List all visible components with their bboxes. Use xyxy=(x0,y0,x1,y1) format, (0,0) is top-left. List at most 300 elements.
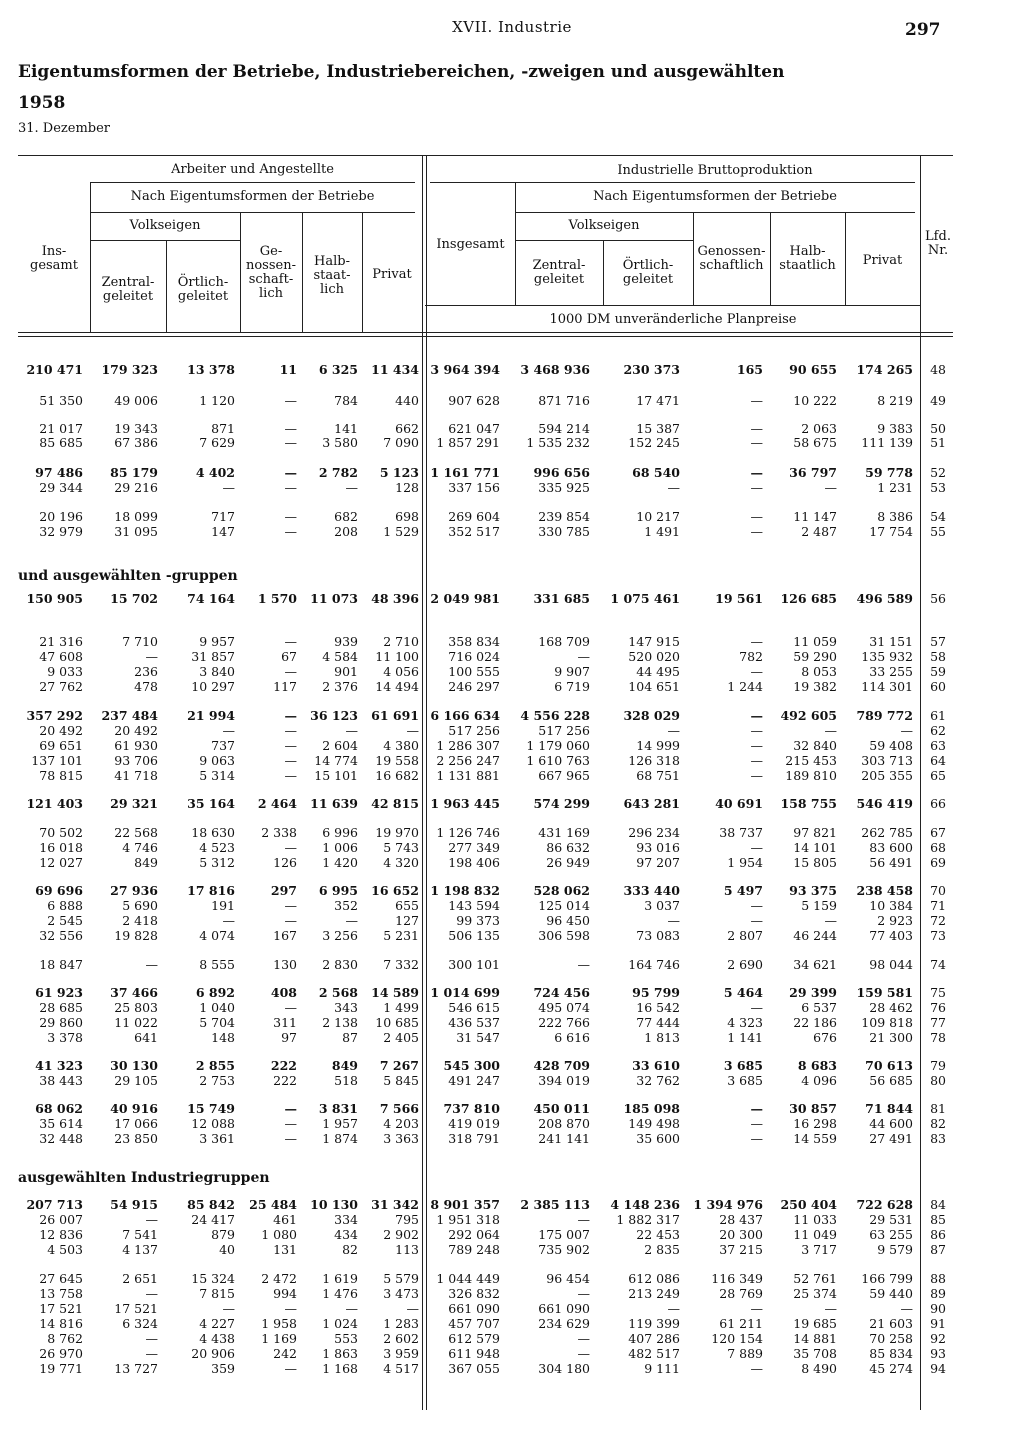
table-cell: 34 621 xyxy=(793,957,837,972)
row-number: 72 xyxy=(930,913,946,928)
table-cell: 4 137 xyxy=(122,1242,158,1257)
table-cell: 9 383 xyxy=(877,421,913,436)
table-cell: 661 090 xyxy=(448,1301,500,1316)
table-cell: 7 889 xyxy=(727,1346,763,1361)
table-cell: 158 755 xyxy=(780,796,837,811)
table-cell: 10 685 xyxy=(375,1015,419,1030)
table-cell: — xyxy=(345,723,358,738)
table-cell: — xyxy=(284,840,297,855)
table-cell: 1 857 291 xyxy=(436,435,500,450)
table-cell: — xyxy=(145,1286,158,1301)
header-privat-a: Privat xyxy=(372,267,412,282)
table-cell: 208 xyxy=(334,524,358,539)
table-cell: 15 805 xyxy=(793,855,837,870)
table-cell: 2 405 xyxy=(383,1030,419,1045)
table-cell: 137 101 xyxy=(31,753,83,768)
row-number: 75 xyxy=(930,985,946,1000)
table-cell: 6 325 xyxy=(318,362,358,377)
row-number: 68 xyxy=(930,840,946,855)
table-cell: 4 074 xyxy=(199,928,235,943)
table-cell: 4 556 228 xyxy=(520,708,590,723)
table-cell: 117 xyxy=(273,679,297,694)
table-cell: — xyxy=(284,1116,297,1131)
table-cell: 198 406 xyxy=(448,855,500,870)
table-cell: 32 556 xyxy=(39,928,83,943)
table-cell: 517 256 xyxy=(538,723,590,738)
table-cell: 23 850 xyxy=(114,1131,158,1146)
row-number: 62 xyxy=(930,723,946,738)
table-cell: 85 685 xyxy=(39,435,83,450)
table-cell: 1 075 461 xyxy=(610,591,680,606)
table-cell: 19 771 xyxy=(39,1361,83,1376)
table-cell: 326 832 xyxy=(448,1286,500,1301)
table-cell: 1 024 xyxy=(322,1316,358,1331)
table-cell: 4 584 xyxy=(322,649,358,664)
table-cell: 30 130 xyxy=(110,1058,158,1073)
table-cell: 32 979 xyxy=(39,524,83,539)
table-cell: 2 902 xyxy=(383,1227,419,1242)
table-cell: 9 111 xyxy=(644,1361,680,1376)
row-number: 82 xyxy=(930,1116,946,1131)
table-cell: 594 214 xyxy=(538,421,590,436)
table-cell: 93 016 xyxy=(636,840,680,855)
table-cell: — xyxy=(824,913,837,928)
table-cell: 1 006 xyxy=(322,840,358,855)
table-cell: — xyxy=(750,1361,763,1376)
table-cell: 13 727 xyxy=(114,1361,158,1376)
table-cell: 61 930 xyxy=(114,738,158,753)
table-cell: 63 255 xyxy=(869,1227,913,1242)
row-number: 79 xyxy=(930,1058,946,1073)
table-cell: 939 xyxy=(334,634,358,649)
table-cell: 1 957 xyxy=(322,1116,358,1131)
table-cell: 6 166 634 xyxy=(430,708,500,723)
table-cell: 42 815 xyxy=(371,796,419,811)
table-cell: 1 958 xyxy=(261,1316,297,1331)
table-cell: 2 568 xyxy=(318,985,358,1000)
table-cell: 35 164 xyxy=(187,796,235,811)
table-cell: — xyxy=(750,753,763,768)
table-cell: 25 803 xyxy=(114,1000,158,1015)
table-cell: 29 321 xyxy=(110,796,158,811)
table-cell: 2 464 xyxy=(257,796,297,811)
table-cell: 1 882 317 xyxy=(616,1212,680,1227)
table-cell: 22 568 xyxy=(114,825,158,840)
header-genossen-a: Ge- nossen- schaft- lich xyxy=(245,244,296,301)
table-cell: 4 148 236 xyxy=(610,1197,680,1212)
table-cell: 545 300 xyxy=(443,1058,500,1073)
table-cell: 104 651 xyxy=(628,679,680,694)
table-cell: 3 964 394 xyxy=(430,362,500,377)
table-cell: — xyxy=(284,723,297,738)
table-cell: 24 417 xyxy=(191,1212,235,1227)
table-cell: 59 778 xyxy=(865,465,913,480)
row-number: 92 xyxy=(930,1331,946,1346)
table-cell: 789 772 xyxy=(856,708,913,723)
table-cell: 8 219 xyxy=(877,393,913,408)
table-cell: 13 758 xyxy=(39,1286,83,1301)
table-cell: 44 600 xyxy=(869,1116,913,1131)
table-cell: 27 491 xyxy=(869,1131,913,1146)
row-number: 94 xyxy=(930,1361,946,1376)
table-cell: — xyxy=(750,435,763,450)
table-cell: 457 707 xyxy=(448,1316,500,1331)
table-cell: 19 343 xyxy=(114,421,158,436)
table-cell: 16 652 xyxy=(371,883,419,898)
row-number: 80 xyxy=(930,1073,946,1088)
row-number: 93 xyxy=(930,1346,946,1361)
table-cell: 37 215 xyxy=(719,1242,763,1257)
table-cell: 27 936 xyxy=(110,883,158,898)
header-insgesamt-a: Ins- gesamt xyxy=(30,244,78,273)
table-cell: 20 906 xyxy=(191,1346,235,1361)
table-cell: 7 815 xyxy=(199,1286,235,1301)
table-cell: 185 098 xyxy=(623,1101,680,1116)
table-cell: 3 378 xyxy=(47,1030,83,1045)
row-number: 64 xyxy=(930,753,946,768)
table-cell: 40 691 xyxy=(715,796,763,811)
table-cell: 2 835 xyxy=(644,1242,680,1257)
table-cell: 237 484 xyxy=(101,708,158,723)
table-cell: 8 762 xyxy=(47,1331,83,1346)
header-privat-b: Privat xyxy=(862,253,903,268)
table-cell: 8 901 357 xyxy=(430,1197,500,1212)
table-cell: 83 600 xyxy=(869,840,913,855)
header-volkseigen-b: Volkseigen xyxy=(568,218,640,233)
table-cell: 25 484 xyxy=(249,1197,297,1212)
table-cell: — xyxy=(667,480,680,495)
table-cell: 352 517 xyxy=(448,524,500,539)
table-cell: — xyxy=(667,1301,680,1316)
table-cell: 546 615 xyxy=(448,1000,500,1015)
table-cell: 33 610 xyxy=(632,1058,680,1073)
table-cell: — xyxy=(577,1331,590,1346)
table-cell: 782 xyxy=(739,649,763,664)
table-cell: 352 xyxy=(334,898,358,913)
table-cell: 655 xyxy=(395,898,419,913)
table-cell: 1 044 449 xyxy=(436,1271,500,1286)
table-cell: 3 959 xyxy=(383,1346,419,1361)
table-cell: 241 141 xyxy=(538,1131,590,1146)
table-cell: 19 970 xyxy=(375,825,419,840)
table-cell: 29 105 xyxy=(114,1073,158,1088)
table-cell: 5 690 xyxy=(122,898,158,913)
table-cell: — xyxy=(284,1361,297,1376)
table-cell: 15 101 xyxy=(314,768,358,783)
table-cell: 871 xyxy=(211,421,235,436)
table-cell: 2 385 113 xyxy=(520,1197,590,1212)
table-cell: 1 120 xyxy=(199,393,235,408)
header-volkseigen-a: Volkseigen xyxy=(129,218,201,233)
table-cell: 6 324 xyxy=(122,1316,158,1331)
table-cell: 56 491 xyxy=(869,855,913,870)
table-cell: 879 xyxy=(211,1227,235,1242)
table-cell: 4 380 xyxy=(383,738,419,753)
table-cell: — xyxy=(222,480,235,495)
table-cell: 74 164 xyxy=(187,591,235,606)
row-number: 56 xyxy=(930,591,946,606)
table-cell: 7 566 xyxy=(379,1101,419,1116)
table-cell: 166 799 xyxy=(861,1271,913,1286)
table-cell: 4 503 xyxy=(47,1242,83,1257)
table-cell: — xyxy=(750,840,763,855)
table-cell: — xyxy=(284,393,297,408)
table-cell: 9 579 xyxy=(877,1242,913,1257)
row-number: 52 xyxy=(930,465,946,480)
row-number: 55 xyxy=(930,524,946,539)
table-cell: 56 685 xyxy=(869,1073,913,1088)
table-cell: 150 905 xyxy=(26,591,83,606)
table-cell: 100 555 xyxy=(448,664,500,679)
table-cell: 126 685 xyxy=(780,591,837,606)
table-cell: 4 402 xyxy=(195,465,235,480)
table-cell: 871 716 xyxy=(538,393,590,408)
table-cell: 277 349 xyxy=(448,840,500,855)
table-cell: 2 063 xyxy=(801,421,837,436)
table-cell: 96 454 xyxy=(546,1271,590,1286)
table-cell: 222 xyxy=(273,1073,297,1088)
table-cell: — xyxy=(284,664,297,679)
table-cell: 19 561 xyxy=(715,591,763,606)
running-title: XVII. Industrie xyxy=(452,18,572,36)
table-cell: 330 785 xyxy=(538,524,590,539)
table-cell: 849 xyxy=(134,855,158,870)
table-cell: 82 xyxy=(342,1242,358,1257)
table-cell: 17 521 xyxy=(114,1301,158,1316)
table-cell: — xyxy=(284,634,297,649)
table-cell: 93 375 xyxy=(789,883,837,898)
table-cell: — xyxy=(577,1286,590,1301)
table-cell: 641 xyxy=(134,1030,158,1045)
table-cell: 37 466 xyxy=(110,985,158,1000)
table-cell: 3 361 xyxy=(199,1131,235,1146)
table-cell: 2 338 xyxy=(261,825,297,840)
header-halb-a: Halb- staat- lich xyxy=(313,254,351,297)
table-cell: — xyxy=(577,957,590,972)
table-cell: 520 020 xyxy=(628,649,680,664)
table-cell: 86 632 xyxy=(546,840,590,855)
table-cell: — xyxy=(345,1301,358,1316)
table-cell: 292 064 xyxy=(448,1227,500,1242)
table-cell: 297 xyxy=(270,883,297,898)
table-cell: 96 450 xyxy=(546,913,590,928)
table-cell: 1 420 xyxy=(322,855,358,870)
row-number: 86 xyxy=(930,1227,946,1242)
table-cell: 205 355 xyxy=(861,768,913,783)
table-cell: 27 645 xyxy=(39,1271,83,1286)
table-cell: 18 099 xyxy=(114,509,158,524)
table-cell: 174 265 xyxy=(856,362,913,377)
table-cell: 9 063 xyxy=(199,753,235,768)
table-cell: 16 298 xyxy=(793,1116,837,1131)
table-cell: 179 323 xyxy=(101,362,158,377)
table-cell: 528 062 xyxy=(533,883,590,898)
table-cell: 41 718 xyxy=(114,768,158,783)
header-eigentum-a: Nach Eigentumsformen der Betriebe xyxy=(130,189,375,204)
table-cell: 70 502 xyxy=(39,825,83,840)
table-cell: 29 399 xyxy=(789,985,837,1000)
table-cell: 8 053 xyxy=(801,664,837,679)
row-number: 65 xyxy=(930,768,946,783)
table-cell: 32 840 xyxy=(793,738,837,753)
table-cell: 662 xyxy=(395,421,419,436)
table-cell: 213 249 xyxy=(628,1286,680,1301)
table-cell: 12 027 xyxy=(39,855,83,870)
table-cell: 70 258 xyxy=(869,1331,913,1346)
table-cell: 2 604 xyxy=(322,738,358,753)
table-cell: 113 xyxy=(395,1242,419,1257)
table-cell: 7 332 xyxy=(383,957,419,972)
table-cell: 16 542 xyxy=(636,1000,680,1015)
table-title: Eigentumsformen der Betriebe, Industriebereichen, -zweigen und ausgewählten xyxy=(18,62,785,82)
table-cell: 236 xyxy=(134,664,158,679)
table-cell: — xyxy=(284,524,297,539)
table-cell: 16 018 xyxy=(39,840,83,855)
table-cell: 147 xyxy=(211,524,235,539)
table-cell: 408 xyxy=(270,985,297,1000)
table-cell: 26 007 xyxy=(39,1212,83,1227)
table-cell: 436 537 xyxy=(448,1015,500,1030)
table-cell: 28 685 xyxy=(39,1000,83,1015)
table-cell: 148 xyxy=(211,1030,235,1045)
table-cell: 419 019 xyxy=(448,1116,500,1131)
table-cell: 32 448 xyxy=(39,1131,83,1146)
table-cell: 2 923 xyxy=(877,913,913,928)
table-cell: 222 xyxy=(270,1058,297,1073)
table-cell: 2 690 xyxy=(727,957,763,972)
table-cell: 15 702 xyxy=(110,591,158,606)
header-arbeiter: Arbeiter und Angestellte xyxy=(171,162,334,177)
table-cell: 5 497 xyxy=(723,883,763,898)
header-eigentum-b: Nach Eigentumsformen der Betriebe xyxy=(593,189,837,204)
table-cell: — xyxy=(667,913,680,928)
table-cell: 141 xyxy=(334,421,358,436)
table-cell: 12 088 xyxy=(191,1116,235,1131)
table-cell: 21 300 xyxy=(869,1030,913,1045)
row-number: 57 xyxy=(930,634,946,649)
table-cell: 1 198 832 xyxy=(430,883,500,898)
table-cell: 29 531 xyxy=(869,1212,913,1227)
table-cell: — xyxy=(900,723,913,738)
table-cell: 95 799 xyxy=(632,985,680,1000)
table-cell: 331 685 xyxy=(533,591,590,606)
header-zentral-a: Zentral- geleitet xyxy=(101,275,155,304)
table-cell: 26 949 xyxy=(546,855,590,870)
table-cell: 6 537 xyxy=(801,1000,837,1015)
table-cell: — xyxy=(750,1301,763,1316)
table-cell: — xyxy=(750,465,763,480)
table-cell: — xyxy=(284,753,297,768)
table-cell: — xyxy=(284,1131,297,1146)
table-cell: — xyxy=(406,1301,419,1316)
table-cell: 93 706 xyxy=(114,753,158,768)
table-cell: 5 123 xyxy=(379,465,419,480)
table-cell: 9 033 xyxy=(47,664,83,679)
table-cell: 48 396 xyxy=(371,591,419,606)
table-cell: 17 816 xyxy=(187,883,235,898)
table-cell: 77 403 xyxy=(869,928,913,943)
table-cell: 496 589 xyxy=(856,591,913,606)
table-cell: 14 999 xyxy=(636,738,680,753)
row-number: 83 xyxy=(930,1131,946,1146)
table-cell: 5 845 xyxy=(383,1073,419,1088)
header-lfd-nr: Lfd. Nr. xyxy=(925,229,951,258)
row-number: 85 xyxy=(930,1212,946,1227)
table-cell: 6 888 xyxy=(47,898,83,913)
table-cell: 1 619 xyxy=(322,1271,358,1286)
table-date: 31. Dezember xyxy=(18,121,111,136)
table-cell: 2 855 xyxy=(195,1058,235,1073)
table-cell: 4 746 xyxy=(122,840,158,855)
table-cell: 1 131 881 xyxy=(436,768,500,783)
row-number: 77 xyxy=(930,1015,946,1030)
table-cell: 78 815 xyxy=(39,768,83,783)
table-cell: 46 244 xyxy=(793,928,837,943)
table-cell: 25 374 xyxy=(793,1286,837,1301)
table-cell: 31 857 xyxy=(191,649,235,664)
table-cell: 11 100 xyxy=(375,649,419,664)
table-cell: 47 608 xyxy=(39,649,83,664)
table-cell: 44 495 xyxy=(636,664,680,679)
table-cell: 31 095 xyxy=(114,524,158,539)
table-cell: 8 683 xyxy=(797,1058,837,1073)
table-cell: — xyxy=(750,1131,763,1146)
table-cell: 90 655 xyxy=(789,362,837,377)
table-cell: — xyxy=(750,509,763,524)
table-cell: 222 766 xyxy=(538,1015,590,1030)
table-cell: 784 xyxy=(334,393,358,408)
row-number: 59 xyxy=(930,664,946,679)
table-cell: 189 810 xyxy=(785,768,837,783)
table-cell: 14 101 xyxy=(793,840,837,855)
table-cell: 29 860 xyxy=(39,1015,83,1030)
table-cell: 17 066 xyxy=(114,1116,158,1131)
table-cell: 69 696 xyxy=(35,883,83,898)
table-cell: — xyxy=(577,649,590,664)
table-cell: 574 299 xyxy=(533,796,590,811)
table-cell: 61 923 xyxy=(35,985,83,1000)
table-cell: 517 256 xyxy=(448,723,500,738)
table-cell: 2 418 xyxy=(122,913,158,928)
table-cell: 152 245 xyxy=(628,435,680,450)
table-cell: 2 807 xyxy=(727,928,763,943)
table-cell: — xyxy=(900,1301,913,1316)
table-cell: 238 458 xyxy=(856,883,913,898)
table-cell: — xyxy=(750,393,763,408)
table-cell: 4 438 xyxy=(199,1331,235,1346)
table-cell: 737 xyxy=(211,738,235,753)
table-cell: 7 090 xyxy=(383,435,419,450)
table-cell: 10 297 xyxy=(191,679,235,694)
table-cell: 242 xyxy=(273,1346,297,1361)
table-cell: — xyxy=(145,1212,158,1227)
table-cell: 1 570 xyxy=(257,591,297,606)
row-number: 51 xyxy=(930,435,946,450)
table-cell: 28 462 xyxy=(869,1000,913,1015)
table-cell: 18 847 xyxy=(39,957,83,972)
table-cell: — xyxy=(345,913,358,928)
table-cell: 29 216 xyxy=(114,480,158,495)
table-cell: 109 818 xyxy=(861,1015,913,1030)
row-number: 76 xyxy=(930,1000,946,1015)
table-cell: 1 954 xyxy=(727,855,763,870)
table-cell: — xyxy=(284,1301,297,1316)
table-cell: 337 156 xyxy=(448,480,500,495)
table-cell: 4 323 xyxy=(727,1015,763,1030)
table-cell: 431 169 xyxy=(538,825,590,840)
table-cell: 6 616 xyxy=(554,1030,590,1045)
table-cell: — xyxy=(750,1000,763,1015)
